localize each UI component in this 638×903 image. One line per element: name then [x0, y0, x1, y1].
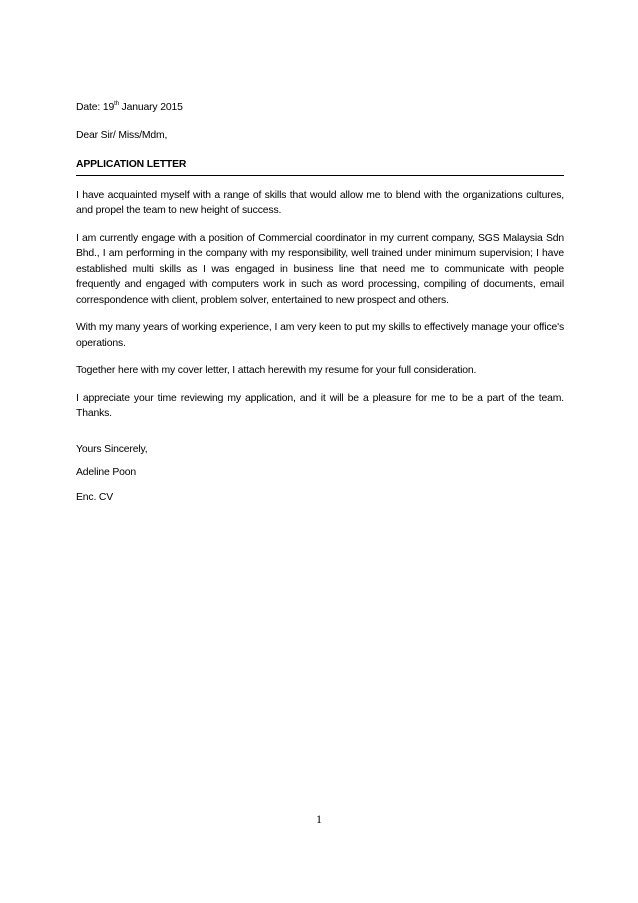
paragraph-2: I am currently engage with a position of Commercial coordinator in my current company, SGS Malaysia Sdn Bhd., I am performing in the company with my responsibility, well trained under minimum supervision; I have established multi skills as I was engaged in business line that need me to communicate with people frequently and engaged with computers work in such as word processing, compiling of documents, email correspondence with client, problem solver, entertained to new prospect and others. — [76, 232, 564, 306]
date-prefix: Date: 19 — [76, 102, 115, 113]
signer-name: Adeline Poon — [76, 467, 137, 478]
salutation: Dear Sir/ Miss/Mdm, — [76, 129, 168, 141]
paragraph-4: Together here with my cover letter, I attach herewith my resume for your full consideration. — [76, 365, 477, 376]
page-number: 1 — [316, 812, 322, 826]
paragraph-3: With my many years of working experience, I am very keen to put my skills to effectively manage your office's operations. — [76, 322, 564, 349]
paragraph-5: I appreciate your time reviewing my application, and it will be a pleasure for me to be a part of the team. Thanks. — [76, 392, 564, 419]
enclosure: Enc. CV — [76, 491, 114, 503]
letter-body — [76, 100, 564, 505]
letter-date — [76, 100, 564, 116]
letter-heading: APPLICATION LETTER — [76, 157, 564, 176]
date-suffix: January 2015 — [118, 102, 183, 113]
closing: Yours Sincerely, — [76, 443, 148, 455]
date-ordinal-suffix: th — [114, 100, 119, 107]
paragraph-1: I have acquainted myself with a range of skills that would allow me to blend with the organizations cultures, and propel the team to new height of success. — [76, 189, 564, 216]
